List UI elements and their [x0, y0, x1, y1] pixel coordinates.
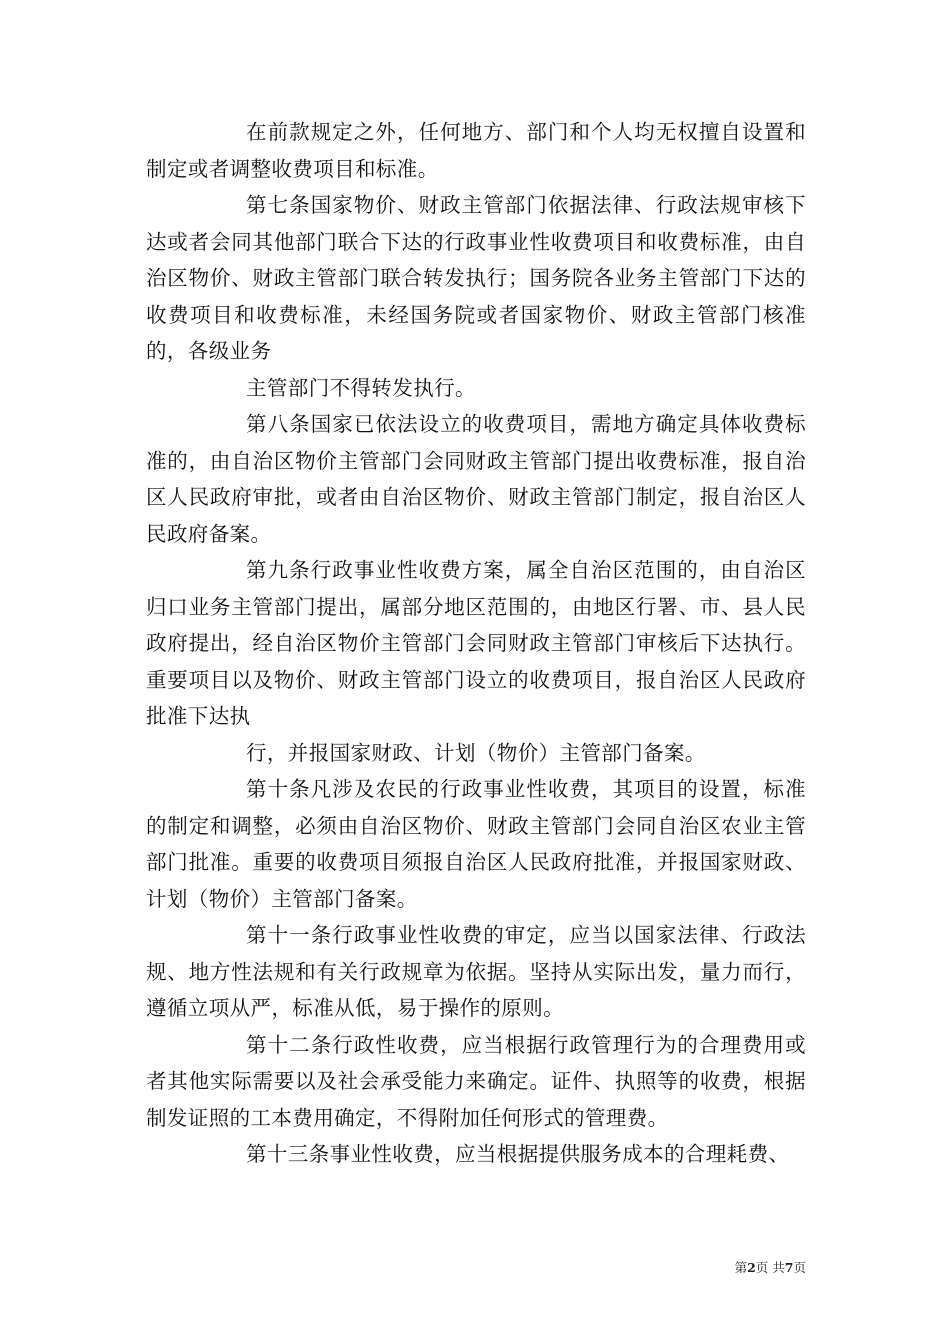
paragraph: 在前款规定之外，任何地方、部门和个人均无权擅自设置和制定或者调整收费项目和标准。 [146, 120, 806, 181]
paragraph: 主管部门不得转发执行。 [246, 375, 476, 400]
paragraph: 第十条凡涉及农民的行政事业性收费，其项目的设置，标准的制定和调整，必须由自治区物价、财政主管部门会同自治区农业主管部门批准。重要的收费项目须报自治区人民政府批准，并报国家财政、计划（物价）主管部门备案。 [146, 777, 806, 911]
page-number-footer [700, 1258, 806, 1276]
paragraph: 行，并报国家财政、计划（物价）主管部门备案。 [246, 740, 706, 765]
footer-suffix: 页 [793, 1260, 806, 1275]
paragraph: 第十三条事业性收费，应当根据提供服务成本的合理耗费、 [246, 1142, 790, 1166]
paragraph: 第七条国家物价、财政主管部门依据法律、行政法规审核下达或者会同其他部门联合下达的行政事业性收费项目和收费标准，由自治区物价、财政主管部门联合转发执行；国务院各业务主管部门下达的收费项目和收费标准，未经国务院或者国家物价、财政主管部门核准的，各级业务 [146, 193, 806, 363]
paragraph: 第十一条行政事业性收费的审定，应当以国家法律、行政法规、地方性法规和有关行政规章为依据。坚持从实际出发，量力而行，遵循立项从严，标准从低，易于操作的原则。 [146, 923, 806, 1020]
footer-prefix: 第 [734, 1260, 748, 1275]
document-body [146, 114, 806, 1173]
paragraph: 第九条行政事业性收费方案，属全自治区范围的，由自治区归口业务主管部门提出，属部分地区范围的，由地区行署、市、县人民政府提出，经自治区物价主管部门会同财政主管部门审核后下达执行。重要项目以及物价、财政主管部门设立的收费项目，报自治区人民政府批准下达执 [146, 558, 806, 728]
current-page-number: 2 [747, 1260, 756, 1275]
total-page-count: 7 [784, 1260, 794, 1275]
paragraph: 第八条国家已依法设立的收费项目，需地方确定具体收费标准的，由自治区物价主管部门会同财政主管部门提出收费标准，报自治区人民政府审批，或者由自治区物价、财政主管部门制定，报自治区人民政府备案。 [146, 412, 806, 546]
footer-middle: 页 共 [755, 1260, 785, 1275]
paragraph: 第十二条行政性收费，应当根据行政管理行为的合理费用或者其他实际需要以及社会承受能力来确定。证件、执照等的收费，根据制发证照的工本费用确定，不得附加任何形式的管理费。 [146, 1032, 806, 1130]
